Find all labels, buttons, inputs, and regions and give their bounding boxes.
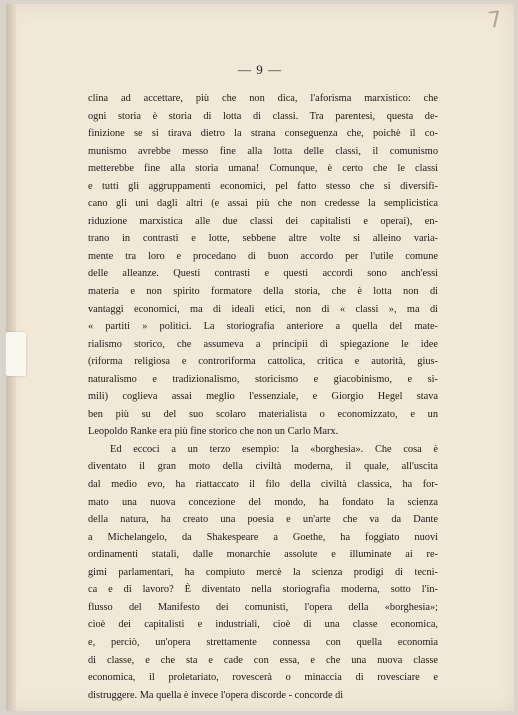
staple-mark — [6, 332, 26, 376]
text-line: cano gli uni dagli altri (e assai più che non credesse la semplicistica — [88, 198, 438, 210]
text-line: diventato il gran moto della civiltà moderna, il quale, all'uscita — [88, 461, 438, 473]
text-line: trano in contrasti e lotte, sebbene altre volte si alleino varia- — [88, 233, 438, 245]
text-line: di classe, e che sta e cade con essa, e che una nuova classe — [88, 654, 438, 666]
text-line: della natura, ha creato una poesia e un'arte che va da Dante — [88, 514, 438, 526]
text-line: distruggere. Ma quella è invece l'opera discorde - concorde di — [88, 689, 344, 701]
corner-page-mark: 7 — [486, 7, 504, 34]
text-line: clina ad accettare, più che non dica, l'aforisma marxistico: che — [88, 93, 438, 104]
text-line: mili) coglieva assai meglio l'essenziale, e Giorgio Hegel stava — [88, 391, 438, 403]
text-line: dal medio evo, ha riattaccato il filo della civiltà classica, ha for- — [88, 479, 438, 491]
document-page — [6, 4, 514, 711]
text-line: e tutti gli aggruppamenti economici, pel fatto stesso che si diversifi- — [88, 180, 438, 192]
text-line: rialismo storico, che assumeva a principii di spiegazione le idee — [88, 338, 438, 350]
text-line: e, perciò, un'opera strettamente connessa con quella economia — [88, 636, 438, 648]
text-line: munismo avrebbe messo fine alla lotta delle classi, il comunismo — [88, 145, 438, 157]
text-line: finizione se si tirava dietro la strana conseguenza che, poichè il co- — [88, 128, 438, 140]
text-line: ben più su del suo scolaro materialista o economizzato, e un — [88, 408, 438, 420]
page-number: — 9 — — [238, 62, 282, 77]
body-text — [88, 90, 438, 704]
text-line: materia e non spirito formatore della storia, che è lotta non di — [88, 286, 438, 298]
text-line: a Michelangelo, da Shakespeare a Goethe, ha foggiato nuovi — [88, 531, 438, 543]
text-line: naturalismo e tradizionalismo, storicismo e giacobinismo, e si- — [88, 373, 438, 385]
text-line: gimi parlamentari, ha compiuto mercè la scienza prodigi di tecni- — [88, 566, 438, 578]
text-line: Ed eccoci a un terzo esempio: la «borghesia». Che cosa è — [110, 443, 438, 455]
text-line: metterebbe fine alla storia umana! Comunque, è certo che le classi — [88, 163, 438, 175]
text-line: Leopoldo Ranke era più fine storico che non un Carlo Marx. — [88, 426, 339, 438]
text-line: delle alleanze. Questi contrasti e questi accordi sono anch'essi — [88, 268, 438, 280]
text-line: riduzione marxistica alle due classi dei capitalisti e operai), en- — [88, 215, 438, 227]
text-line: ca e di lavoro? È diventato nella storiografia moderna, sotto l'in- — [88, 584, 438, 596]
text-line: flusso del Manifesto dei comunisti, l'opera della «borghesia»; — [88, 601, 438, 613]
text-line: (riforma religiosa e controriforma cattolica, critica e autorità, gius- — [88, 356, 438, 368]
text-line: mente tra loro e procedano di buon accordo per l'utile comune — [88, 250, 438, 262]
text-line: economica, il proletariato, rovescerà o minaccia di rovesciare e — [88, 672, 438, 684]
text-line: cioè dei capitalisti e industriali, cioè di una classe economica, — [88, 619, 438, 631]
text-line: « partiti » politici. La storiografia anteriore a quella del mate- — [88, 321, 438, 333]
text-line: ogni storia è storia di lotta di classi. Tra parentesi, questa de- — [88, 110, 438, 122]
text-line: mato una nuova concezione del mondo, ha fondato la scienza — [88, 496, 438, 508]
text-line: vantaggi economici, ma di ideali etici, non di « classi », ma di — [88, 303, 438, 315]
text-line: ordinamenti statali, dalle monarchie assolute e illuminate ai re- — [88, 549, 438, 561]
